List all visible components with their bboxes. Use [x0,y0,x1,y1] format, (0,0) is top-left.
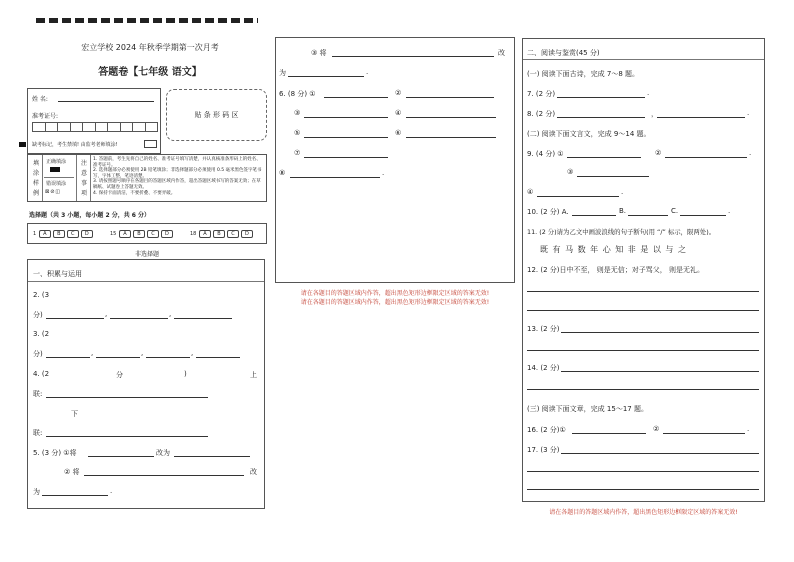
q7-label: 7. (2 分) [527,90,556,98]
divider [76,155,77,201]
q9-answer-2[interactable] [665,157,747,158]
divider [28,281,264,282]
section2-title: 二、阅读与鉴赏(45 分) [527,49,600,57]
black-marker [19,142,26,147]
notes-char: 项 [80,190,87,197]
q2-answer-1[interactable] [46,318,104,319]
q4-upper-answer[interactable] [46,397,208,398]
q14-label: 14. (2 分) [527,364,560,372]
q5-answer-1[interactable] [88,456,154,457]
q17-answer-3[interactable] [527,489,759,490]
q17-label: 17. (3 分) [527,446,560,454]
option-d[interactable]: D [241,230,253,238]
q4-lower-answer[interactable] [46,436,208,437]
right-panel: 二、阅读与鉴赏(45 分) (一) 阅读下面古诗，完成 7～8 题。 7. (2 分) . 8. (2 分) ， . (二) 阅读下面文言文，完成 9～14 题。 9. (4 分) ① ② . ③ ④ . 10. (2 分) A. B. C. . 11. (2 分)请为乙文中画波浪线的句子断句(用 “/” 标示，限两处)。 既 有 马 数 年 心 知 非 是 以 与 之 12. (2 分)日中不至， 则是无信；对子骂父， 则是无礼。 13. (2 分) 14. (2 分) (三) 阅读下面文章，完成 15～17 题。 16. (2 分)① ② . 17. (3 分) [522,38,765,502]
notes-char: 事 [80,180,87,187]
section1-title: 一、积累与运用 [33,270,82,278]
school-title: 宏立学校 2024 年秋季学期第一次月考 [81,43,219,52]
q6-answer-6[interactable] [406,137,496,138]
m3-wei: 为 [279,69,286,77]
middle-warning-1: 请在各题目的答题区域内作答，超出黑色矩形边框限定区域的答案无效! [300,290,490,297]
q12-answer-2[interactable] [527,310,759,311]
q4-label: 4. (2 [33,370,50,378]
m3-answer-2[interactable] [288,76,364,77]
option-c[interactable]: C [147,230,159,238]
q5-answer-2[interactable] [174,456,250,457]
q4-paren: ) [184,370,187,378]
correct-fill-label: 正确填涂 [46,159,67,165]
q6-answer-4[interactable] [406,117,496,118]
q5-wei: 为 [33,488,40,496]
q11-label: 11. (2 分)请为乙文中画波浪线的句子断句(用 “/” 标示，限两处)。 [527,228,716,236]
q3-answer-1[interactable] [46,357,90,358]
q8-comma: ， [651,110,658,118]
option-d[interactable]: D [161,230,173,238]
q9-num-4: ④ [527,188,534,196]
choice-box [27,223,267,244]
divider [523,59,764,60]
choice-num: 1 [33,231,37,237]
q2-answer-3[interactable] [174,318,232,319]
q10-answer-c[interactable] [680,215,726,216]
q6-answer-8[interactable] [290,177,380,178]
m3-jiang: ③ 将 [311,49,327,57]
top-dashed-marker [36,18,258,23]
correct-fill-sample [50,167,60,172]
fill-char: 例 [32,190,39,197]
q9-label: 9. (4 分) ① [527,150,564,158]
q6-num-5: ⑤ [294,129,301,137]
sticker-label: 贴 条 形 码 区 [194,111,239,119]
q13-answer-1[interactable] [561,332,759,333]
divider [42,155,43,201]
q6-num-4: ④ [395,109,402,117]
choice-num: 18 [190,231,197,237]
q10-c: C. [671,207,679,215]
q5-second: ② 将 [64,468,80,476]
q4-shang: 上 [250,371,257,379]
q2-label-fen: 分) [33,311,43,319]
divider [44,177,74,178]
choice-q1 [33,230,94,238]
q12-answer-1[interactable] [527,291,759,292]
q8-label: 8. (2 分) [527,110,556,118]
q11-sentence: 既 有 马 数 年 心 知 非 是 以 与 之 [540,245,687,254]
q6-num-7: ⑦ [294,149,301,157]
passage1-title: (一) 阅读下面古诗，完成 7～8 题。 [527,70,640,78]
notes-label [80,159,88,199]
non-choice-title: 非选择题 [134,251,159,258]
q17-answer-1[interactable] [561,453,759,454]
q10-answer-b[interactable] [628,215,668,216]
q16-answer-2[interactable] [663,433,745,434]
name-label: 姓 名: [32,96,48,103]
option-b[interactable]: B [133,230,145,238]
notes-char: 意 [80,170,87,177]
q6-num-2: ② [395,89,402,97]
q13-label: 13. (2 分) [527,325,560,333]
q6-answer-5[interactable] [304,137,388,138]
option-a[interactable]: A [39,230,51,238]
option-d[interactable]: D [81,230,93,238]
q6-num-8: ⑧ [279,169,286,177]
q6-answer-1[interactable] [324,97,388,98]
q3-answer-4[interactable] [196,357,240,358]
q3-answer-3[interactable] [146,357,190,358]
q13-answer-2[interactable] [527,350,759,351]
notes-char: 注 [80,160,87,167]
passage2-title: (二) 阅读下面文言文，完成 9～14 题。 [527,130,651,138]
choice-title: 选择题（共 3 小题，每小题 2 分，共 6 分） [29,212,151,219]
q14-answer-2[interactable] [527,389,759,390]
option-b[interactable]: B [213,230,225,238]
q10-b: B. [619,207,627,215]
q3-label-fen: 分) [33,350,43,358]
q10-label: 10. (2 分) A. [527,208,569,216]
q10-answer-a[interactable] [572,215,616,216]
q6-label: 6. (8 分) ① [279,90,316,98]
q5-answer-3[interactable] [84,475,244,476]
student-info-box [27,88,161,154]
q2-answer-2[interactable] [110,318,168,319]
name-field[interactable] [58,101,154,102]
q5-answer-4[interactable] [42,495,108,496]
q4-upper-label: 联: [33,390,43,398]
m3-gai: 改 [498,49,505,57]
q6-answer-2[interactable] [406,97,494,98]
option-c[interactable]: C [67,230,79,238]
choice-num: 15 [110,231,117,237]
q12-label: 12. (2 分)日中不至， 则是无信；对子骂父， 则是无礼。 [527,266,704,274]
q16-label: 16. (2 分)① [527,426,566,434]
q9-answer-4[interactable] [537,196,619,197]
sheet-title: 答题卷【七年级 语文】 [98,67,202,78]
q6-num-6: ⑥ [395,129,402,137]
q17-answer-2[interactable] [527,471,759,472]
q14-answer-1[interactable] [561,371,759,372]
q16-num-2: ② [653,425,660,433]
q4-fen: 分 [116,371,123,379]
middle-warning-2: 请在各题目的答题区域内作答，超出黑色矩形边框限定区域的答案无效! [300,299,490,306]
fill-char: 涂 [32,170,39,177]
q9-num-3: ③ [567,168,574,176]
q9-answer-1[interactable] [567,157,641,158]
q9-answer-3[interactable] [577,176,649,177]
option-a[interactable]: A [199,230,211,238]
q16-answer-1[interactable] [572,433,646,434]
q6-num-3: ③ [294,109,301,117]
q6-answer-7[interactable] [304,157,388,158]
q5-gai-wei: 改为 [156,449,170,457]
option-b[interactable]: B [53,230,65,238]
note-item: 3. 请按照题号顺序在各题目的答题区域内作答，超出答题区域书写的答案无效；在草稿纸、试题卷上答题无效。 [93,179,261,190]
q4-lower-label: 联: [33,429,43,437]
fill-char: 填 [32,160,39,167]
q4-xia: 下 [71,410,78,418]
option-c[interactable]: C [227,230,239,238]
choice-q15 [110,230,174,238]
q5-gai: 改 [250,468,257,476]
divider [90,155,91,201]
exam-no-label: 准考证号: [32,113,59,120]
q8-answer-2[interactable] [657,117,745,118]
barcode-sticker-area [166,89,267,141]
right-warning: 请在各题目的答题区域内作答，超出黑色矩形边框限定区域的答案无效! [549,509,738,516]
passage3-title: (三) 阅读下面文章，完成 15～17 题。 [527,405,648,413]
fill-example-label [32,159,40,199]
q5-label: 5. (3 分) ①将 [33,449,77,457]
note-item: 4. 保持卡面清洁，不要折叠、不要弄破。 [93,190,176,196]
q8-answer-1[interactable] [557,117,645,118]
q3-answer-2[interactable] [96,357,140,358]
wrong-fill-sample: ⊠⊘◫ [45,189,62,195]
absent-label: 缺考标记，考生禁填! 由监考老师填涂! [32,142,118,148]
notes-text [93,157,265,196]
fill-char: 样 [32,180,39,187]
choice-q18 [190,230,254,238]
wrong-fill-label: 错误填涂 [46,181,67,187]
non-choice-panel-left: 一、积累与运用 2. (3 分) , , 3. (2 分) , , , 4. (2 分 ) 上 联: 下 联: 5. (3 分) ①将 改为 ② 将 改 为 . [27,259,265,509]
q2-label: 2. (3 [33,291,50,299]
note-item: 1. 答题前，考生先将自己的姓名、准考证号填写清楚，并认真核准条形码上的姓名、准考证号。 [93,157,261,168]
q3-label: 3. (2 [33,330,50,338]
option-a[interactable]: A [119,230,131,238]
q9-num-2: ② [655,149,662,157]
m3-answer-1[interactable] [332,56,494,57]
fill-notes-box [27,154,267,202]
q7-answer[interactable] [557,97,645,98]
middle-panel: ③ 将 改 为 . 6. (8 分) ① ② ③ ④ ⑤ ⑥ ⑦ ⑧ . [275,37,515,283]
note-item: 2. 选择题部分必须使用 2B 铅笔填涂；非选择题部分必须使用 0.5 毫米黑色签字笔书写，字体工整，笔迹清楚。 [93,168,262,179]
q6-answer-3[interactable] [304,117,388,118]
absent-checkbox[interactable] [144,140,157,148]
exam-no-grid[interactable] [32,122,158,132]
